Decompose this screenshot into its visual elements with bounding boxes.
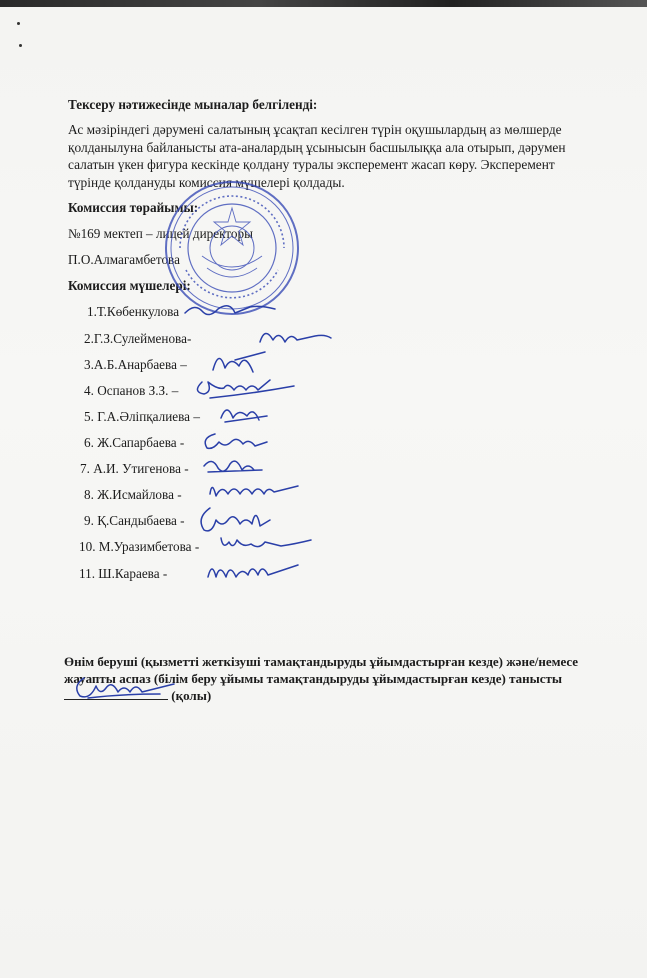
signature-icon xyxy=(70,670,180,704)
chairman-name: П.О.Алмагамбетова xyxy=(68,252,180,267)
paragraph-line: салатын үкен фигура кескінде қолдану туралы эксперемент жасап көру. Эксперемент xyxy=(68,157,555,172)
findings-heading: Тексеру нәтижесінде мыналар белгіленді: xyxy=(68,97,318,112)
member-item: 6. Ж.Сапарбаева - xyxy=(84,435,185,450)
paragraph-line: Ас мәзіріндегі дәрумені салатының ұсақтап кесілген түрін оқушылардың аз мөлшерде xyxy=(68,122,562,137)
footer-line: жауапты аспаз (білім беру ұйымы тамақтандыруды ұйымдастырған кезде) танысты xyxy=(64,671,563,686)
school-line: №169 мектеп – лицей директоры xyxy=(68,226,253,241)
findings-paragraph xyxy=(68,121,598,191)
paper-speck xyxy=(19,44,22,47)
member-item: 1.Т.Көбенкулова xyxy=(87,304,180,319)
page-top-edge xyxy=(0,0,647,7)
member-item: 9. Қ.Сандыбаева - xyxy=(84,513,185,528)
member-item: 3.А.Б.Анарбаева – xyxy=(84,357,187,372)
member-item: 8. Ж.Исмайлова - xyxy=(84,487,182,502)
paragraph-line: түрінде қолдануды комиссия мүшелері қолдады. xyxy=(68,174,345,190)
member-item: 4. Оспанов З.З. – xyxy=(84,383,179,398)
paper-speck xyxy=(17,22,20,25)
footer-line: Өнім беруші (қызметті жеткізуші тамақтандыруды ұйымдастырған кезде) және/немесе xyxy=(64,654,579,669)
member-item: 2.Г.З.Сулейменова- xyxy=(84,331,192,346)
member-item: 5. Г.А.Әліпқалиева – xyxy=(84,409,200,424)
signature-icon xyxy=(180,295,280,325)
chairman-heading: Комиссия төрайымы: xyxy=(68,200,199,215)
signature-icon xyxy=(202,553,302,585)
footer-line: (қолы) xyxy=(171,688,212,703)
member-item: 11. Ш.Караева - xyxy=(79,566,168,581)
paragraph-line: қолданылуна байланысты ата-аналардың ұсынысын басшылыққа ала отырып, дәрумен xyxy=(68,139,566,155)
member-item: 7. А.И. Утигенова - xyxy=(80,461,189,476)
members-heading: Комиссия мүшелері: xyxy=(68,278,191,293)
member-item: 10. М.Уразимбетова - xyxy=(79,539,200,554)
